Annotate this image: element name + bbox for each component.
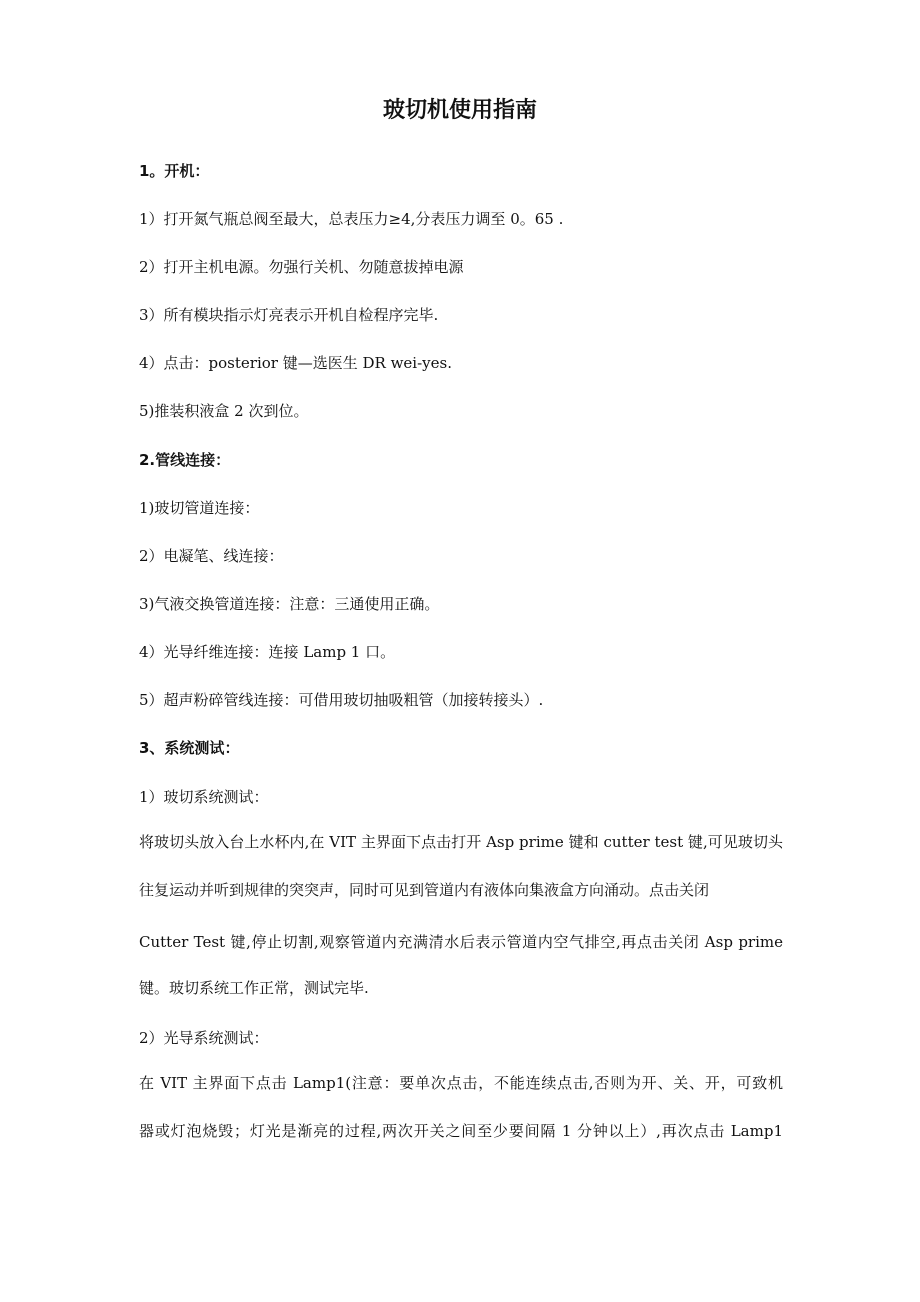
paragraph-line: 1)玻切管道连接： (139, 499, 260, 517)
paragraph-line: 键。玻切系统工作正常，测试完毕. (139, 979, 369, 997)
paragraph-line: 器或灯泡烧毁；灯光是渐亮的过程,两次开关之间至少要间隔 1 分钟以上）,再次点击 Lamp1 (139, 1122, 783, 1140)
paragraph-line: 2）打开主机电源。勿强行关机、勿随意拔掉电源 (139, 258, 464, 276)
paragraph-line: 1）玻切系统测试： (139, 788, 269, 806)
paragraph-line: 2）电凝笔、线连接： (139, 547, 284, 565)
section-heading-startup: 1。开机： (139, 162, 210, 180)
paragraph-line: 3）所有模块指示灯亮表示开机自检程序完毕. (139, 306, 439, 324)
section-heading-tubing: 2.管线连接： (139, 451, 231, 469)
document-title: 玻切机使用指南 (382, 98, 537, 123)
paragraph-line: 4）光导纤维连接：连接 Lamp 1 口。 (139, 643, 396, 661)
paragraph-line: 2）光导系统测试： (139, 1029, 269, 1047)
paragraph-line: 5)推装积液盒 2 次到位。 (139, 402, 309, 420)
section-heading-system-test: 3、系统测试： (139, 739, 240, 757)
paragraph-line: 往复运动并听到规律的突突声，同时可见到管道内有液体向集液盒方向涌动。点击关闭 (139, 881, 710, 899)
paragraph-line: 将玻切头放入台上水杯内,在 VIT 主界面下点击打开 Asp prime 键和 cutter test 键,可见玻切头 (139, 833, 783, 851)
paragraph-line: 在 VIT 主界面下点击 Lamp1(注意：要单次点击，不能连续点击,否则为开、关、开，可致机 (139, 1074, 783, 1092)
paragraph-line: 5）超声粉碎管线连接：可借用玻切抽吸粗管（加接转接头）. (139, 691, 544, 709)
paragraph-line: Cutter Test 键,停止切割,观察管道内充满清水后表示管道内空气排空,再点击关闭 Asp prime (139, 933, 783, 951)
paragraph-line: 1）打开氮气瓶总阀至最大，总表压力≥4,分表压力调至 0。65 . (139, 210, 564, 228)
paragraph-line: 3)气液交换管道连接：注意：三通使用正确。 (139, 595, 440, 613)
paragraph-line: 4）点击：posterior 键—选医生 DR wei-yes. (139, 354, 452, 372)
